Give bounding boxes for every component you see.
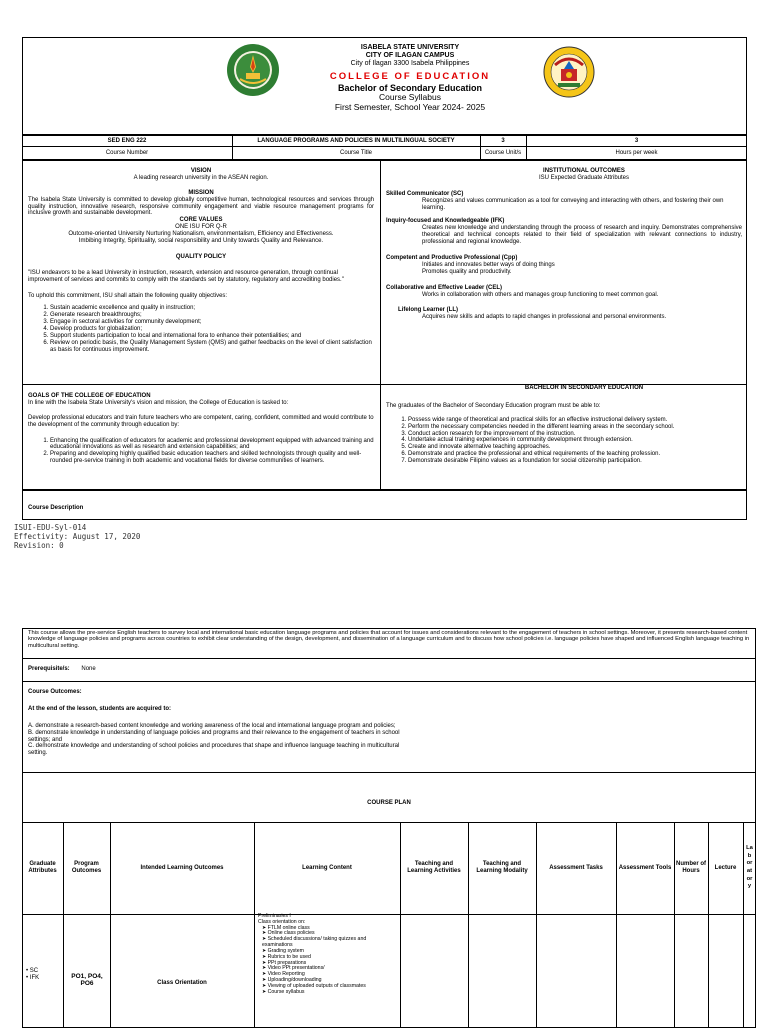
mission-title: MISSION xyxy=(188,189,214,196)
ga-item: • IFK xyxy=(26,975,39,982)
core-values-1: ONE ISU FOR Q-R xyxy=(175,224,227,231)
outcome-title: Lifelong Learner (LL) xyxy=(398,307,458,314)
campus-address: City of Ilagan 3300 Isabela Philippines xyxy=(350,60,470,68)
bse-item: 7. Demonstrate desirable Filipino values as a foundation for social citizenship participation. xyxy=(408,458,742,465)
vision-text: A leading research university in the ASEAN region. xyxy=(133,174,269,181)
col-intended-learning-outcomes: Intended Learning Outcomes xyxy=(140,864,224,871)
vision-title: VISION xyxy=(190,168,212,174)
io-subtitle: ISU Expected Graduate Attributes xyxy=(538,174,630,181)
goals-title: GOALS OF THE COLLEGE OF EDUCATION xyxy=(28,393,151,399)
goal-item: 1. Enhancing the qualification of educators for academic and professional development equipped with advanced training and educational innovations as well as research and extension capabilities; and xyxy=(50,438,374,452)
mission-text: The Isabela State University is committed to develop globally competitive human, technological resources and services through quality instruction, innovative research, responsive community engagement and viable resource management programs for inclusive growth and sustainable development. xyxy=(28,196,374,217)
lc-subheading: Class orientation on: xyxy=(258,918,306,925)
lc-item: ➤ Video Reporting xyxy=(262,972,398,978)
lc-item: ➤ Rubrics to be used xyxy=(262,955,398,961)
course-plan-title: COURSE PLAN xyxy=(367,800,411,806)
course-title-label: Course Title xyxy=(339,150,372,156)
campus-seal-logo xyxy=(543,45,595,99)
document-code: ISUI-EDU-Syl-014 xyxy=(14,523,87,532)
objective-item: 5. Support students participation to local and international fora to enhance their potentialities; and xyxy=(50,333,374,340)
outcome-desc: Recognizes and values communication as a tool for conveying and interacting with others, and fostering their own learning. xyxy=(422,197,724,211)
lc-item: ➤ Viewing of uploaded outputs of classmates xyxy=(262,984,398,990)
col-teaching-learning-activities: Teaching and Learning Activities xyxy=(407,861,461,874)
bse-item: 2. Perform the necessary competencies needed in the different learning areas in the secondary school. xyxy=(408,424,742,431)
objective-item: 2. Generate research breakthroughs; xyxy=(50,312,374,319)
outcome-desc: Works in collaboration with others and manages group functioning to meet common goal. xyxy=(422,291,659,298)
core-values-title: CORE VALUES xyxy=(179,217,223,224)
io-title: INSTITUTIONAL OUTCOMES xyxy=(543,168,625,174)
col-learning-content: Learning Content xyxy=(302,864,352,871)
course-description-box xyxy=(22,490,747,520)
lc-item: ➤ Course syllabus xyxy=(262,990,398,996)
university-name: ISABELA STATE UNIVERSITY xyxy=(360,44,460,51)
outcome-desc: Acquires new skills and adapts to rapid changes in professional and personal environments. xyxy=(422,314,667,321)
quality-objectives-list xyxy=(28,305,374,353)
col-laboratory: Laboratory xyxy=(746,845,753,890)
objective-item: 6. Review on periodic basis, the Quality Management System (QMS) and gather feedbacks on the level of client satisfaction as basis for continuous improvement. xyxy=(50,340,374,354)
course-outcome-b: B. demonstrate knowledge in understanding of language policies and programs and their relevance to the engagement of teachers in school settings; and xyxy=(28,729,400,743)
bse-list xyxy=(386,417,742,465)
lc-list xyxy=(258,926,398,996)
course-outcome-a: A. demonstrate a research-based content knowledge and working awareness of the local and international language program and policies; xyxy=(28,722,396,729)
bse-title: BACHELOR IN SECONDARY EDUCATION xyxy=(524,385,644,391)
outcome-desc: Initiates and innovates better ways of doing things Promotes quality and productivity. xyxy=(422,261,555,275)
outcome-title: Competent and Productive Professional (Cpp) xyxy=(386,255,518,262)
course-outcomes-label: Course Outcomes: xyxy=(28,689,82,695)
goal-item: 2. Preparing and developing highly qualified basic education teachers and skilled technologists through quality and well-rounded pre-service training in both academic and vocational fields for diverse communities of learners. xyxy=(50,451,374,465)
bse-item: 6. Demonstrate and practice the professional and ethical requirements of the teaching profession. xyxy=(408,451,742,458)
effectivity-date: Effectivity: August 17, 2020 xyxy=(14,532,141,541)
ga-item: • SC xyxy=(26,968,39,975)
isu-seal-logo xyxy=(226,43,280,97)
hours-per-week: 3 xyxy=(634,138,639,144)
row1-graduate-attributes xyxy=(26,968,39,982)
col-graduate-attributes: Graduate Attributes xyxy=(28,861,57,874)
course-units: 3 xyxy=(501,138,505,144)
bse-item: 4. Undertake actual training experiences in community development through extension. xyxy=(408,437,742,444)
campus-name: CITY OF ILAGAN CAMPUS xyxy=(365,52,455,60)
course-outcomes-section xyxy=(28,689,408,757)
course-title: LANGUAGE PROGRAMS AND POLICIES IN MULTILINGUAL SOCIETY xyxy=(257,138,455,144)
revision-number: Revision: 0 xyxy=(14,541,64,550)
quality-policy-title: QUALITY POLICY xyxy=(175,253,227,260)
uphold-text: To uphold this commitment, ISU shall attain the following quality objectives: xyxy=(28,292,228,299)
lc-heading: Preliminaries I xyxy=(258,913,291,919)
program-name: Bachelor of Secondary Education xyxy=(337,83,483,94)
col-assessment-tasks: Assessment Tasks xyxy=(549,864,603,871)
lc-item: ➤ PPt preparations xyxy=(262,961,398,967)
college-name: COLLEGE OF EDUCATION xyxy=(329,71,491,83)
col-lecture: Lecture xyxy=(714,864,737,871)
bse-section xyxy=(386,385,742,465)
row1-ilo: Class Orientation xyxy=(157,980,207,986)
goals-intro: In line with the Isabela State University's vision and mission, the College of Education is tasked to: xyxy=(28,399,289,406)
semester: First Semester, School Year 2024- 2025 xyxy=(334,102,486,113)
lc-item: ➤ FTLM online class xyxy=(262,926,398,932)
lc-item: ➤ Grading system xyxy=(262,949,398,955)
outcome-title: Skilled Communicator (SC) xyxy=(386,190,464,197)
bse-item: 3. Conduct action research for the improvement of the instruction. xyxy=(408,431,742,438)
document-footer xyxy=(14,523,140,550)
goals-section xyxy=(28,393,374,465)
outcome-title: Collaborative and Effective Leader (CEL) xyxy=(386,284,503,291)
course-description-label: Course Description xyxy=(28,505,84,511)
col-number-of-hours: Number of Hours xyxy=(676,861,706,874)
core-values-3: Imbibing Integrity, Spirituality, social responsibility and Unity towards Quality and Relevance. xyxy=(78,238,324,245)
hours-label: Hours per week xyxy=(615,150,658,156)
document-type: Course Syllabus xyxy=(379,92,441,103)
course-outcome-c: C. demonstrate knowledge and understanding of school policies and procedures that shape and influence language teaching in multicultural setting. xyxy=(28,743,400,757)
bse-item: 1. Possess wide range of theoretical and practical skills for an effective instructional delivery system. xyxy=(408,417,742,424)
bse-item: 5. Create and innovate alternative teaching approaches. xyxy=(408,444,742,451)
vision-mission-section xyxy=(28,168,374,354)
objective-item: 1. Sustain academic excellence and quality in instruction; xyxy=(50,305,374,312)
lc-item: ➤ Uploading/downloading xyxy=(262,978,398,984)
row1-program-outcomes: PO1, PO4, PO6 xyxy=(71,973,103,988)
prerequisites xyxy=(28,666,96,673)
quality-policy-text: "ISU endeavors to be a lead University in instruction, research, extension and resource generation, through continual improvement of services and commits to comply with the standards set by statutory, regulatory and accrediting bodies." xyxy=(28,269,344,283)
lc-item: ➤ Scheduled discussions/ taking quizzes and examinations xyxy=(262,937,398,949)
row1-learning-content xyxy=(258,914,398,995)
prerequisites-label: Prerequisite/s: xyxy=(28,666,70,672)
objective-item: 3. Engage in sectoral activities for community development; xyxy=(50,319,374,326)
course-number-label: Course Number xyxy=(105,150,149,156)
course-units-label: Course Unit/s xyxy=(484,150,522,156)
col-assessment-tools: Assessment Tools xyxy=(618,864,672,871)
lc-item: ➤ Video PPt presentations/ xyxy=(262,966,398,972)
course-number: SED ENG 222 xyxy=(107,138,147,144)
course-outcomes-intro: At the end of the lesson, students are acquired to: xyxy=(28,705,172,712)
course-description-text: This course allows the pre-service English teachers to survey local and international basic education language programs and policies that account for issues and considerations relevant to the engagement of teachers in school settings. Moreover, it presents research-based content knowledge of language policies and programs across countries to exhibit clear understanding of the design, development, and dissemination of a language curriculum and to discuss how school policies i.e. language policies have shaped and influenced English language teaching in multicultural setting. xyxy=(28,630,750,649)
col-teaching-learning-modality: Teaching and Learning Modality xyxy=(476,861,528,874)
col-program-outcomes: Program Outcomes xyxy=(71,861,102,874)
prerequisites-value: None xyxy=(81,666,96,672)
lc-item: ➤ Online class policies xyxy=(262,931,398,937)
outcome-desc: Creates new knowledge and understanding through the process of research and inquiry. Demonstrates comprehensive theoretical and technical concepts related to their field of specialization with relevant connections to industry, professional and regional knowledge. xyxy=(422,225,742,246)
institutional-outcomes-section xyxy=(386,168,742,321)
objective-item: 4. Develop products for globalization; xyxy=(50,326,374,333)
bse-intro: The graduates of the Bachelor of Secondary Education program must be able to: xyxy=(386,402,601,409)
core-values-2: Outcome-oriented University Nurturing Nationalism, environmentalism, Efficiency and Effectiveness. xyxy=(68,231,334,238)
goals-list xyxy=(28,438,374,466)
outcome-title: Inquiry-focused and Knowledgeable (IFK) xyxy=(386,218,505,225)
goals-text: Develop professional educators and train future teachers who are competent, caring, confident, committed and would contribute to the development of the community through education by: xyxy=(28,414,374,428)
